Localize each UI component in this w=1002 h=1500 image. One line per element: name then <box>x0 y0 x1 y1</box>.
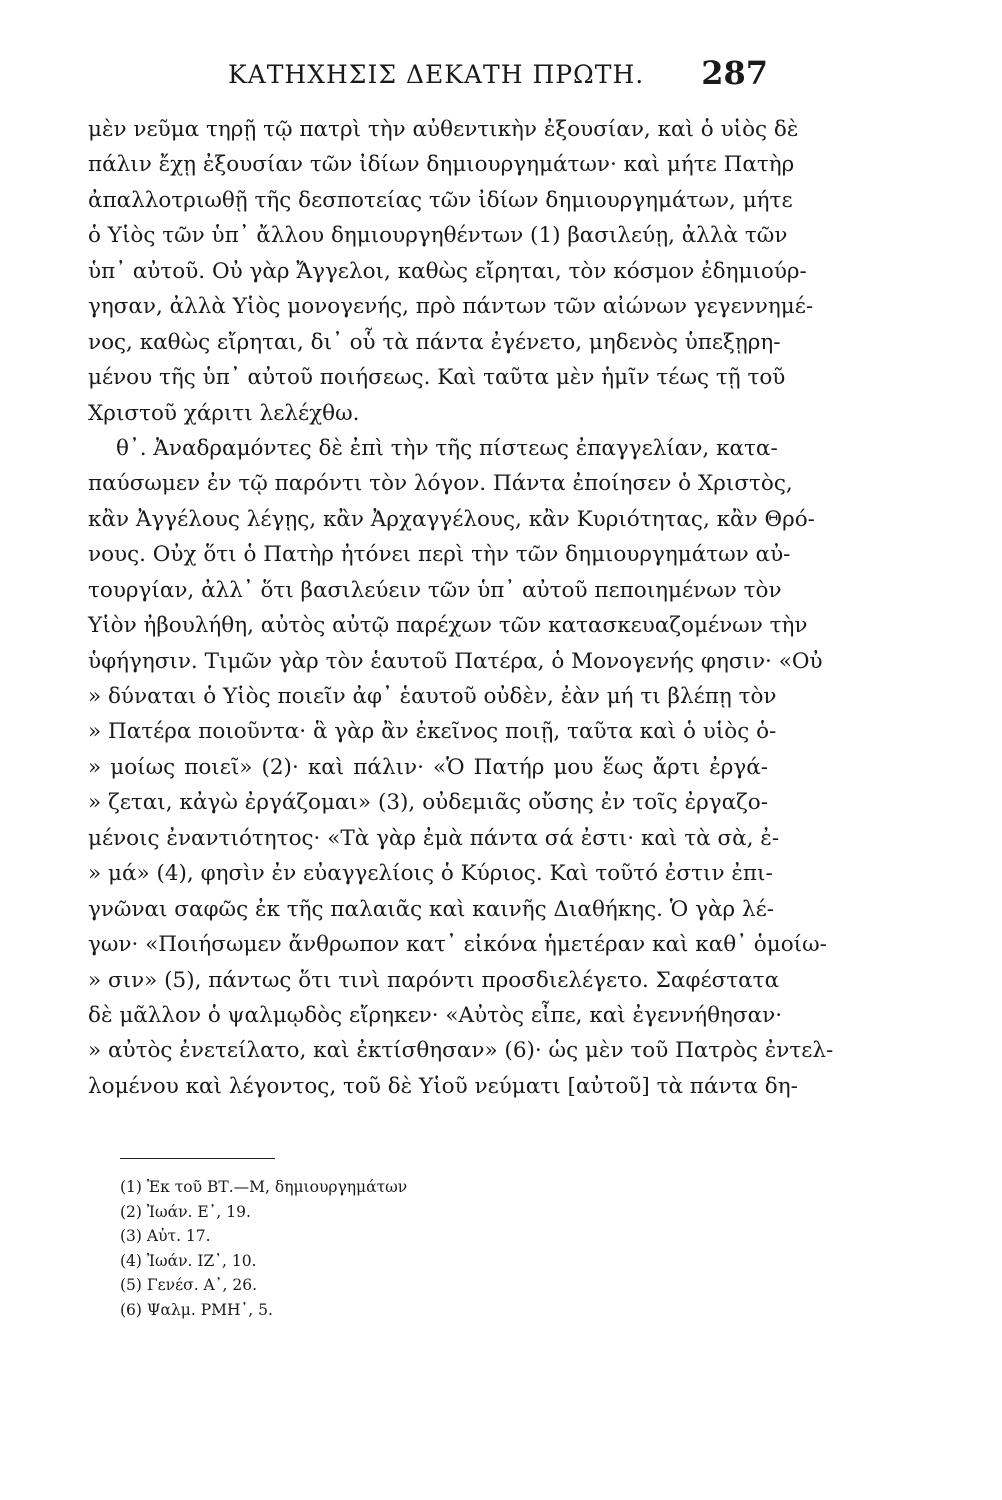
text-line: μένου τῆς ὑπ᾽ αὐτοῦ ποιήσεως. Καὶ ταῦτα μὲν ἡμῖν τέως τῇ τοῦ <box>88 365 786 391</box>
text-line: γων· «Ποιήσωμεν ἄνθρωπον κατ᾽ εἰκόνα ἡμετέραν καὶ καθ᾽ ὁμοίω- <box>88 932 827 958</box>
text-line: » αὐτὸς ἐνετείλατο, καὶ ἐκτίσθησαν» (6)· ὡς μὲν τοῦ Πατρὸς ἐντελ- <box>88 1038 834 1064</box>
text-line: » δύναται ὁ Υἱὸς ποιεῖν ἀφ᾽ ἑαυτοῦ οὐδὲν, ἐὰν μή τι βλέπῃ τὸν <box>88 684 777 709</box>
text-line: » Πατέρα ποιοῦντα· ἃ γὰρ ἂν ἐκεῖνος ποιῇ, ταῦτα καὶ ὁ υἱὸς ὁ- <box>88 719 777 745</box>
text-line: δὲ μᾶλλον ὁ ψαλμῳδὸς εἴρηκεν· «Αὐτὸς εἶπε, καὶ ἐγεννήθησαν· <box>88 1002 783 1028</box>
footnote-rule <box>120 1158 275 1159</box>
text-line: τουργίαν, ἀλλ᾽ ὅτι βασιλεύειν τῶν ὑπ᾽ αὐτοῦ πεποιημένων τὸν <box>88 577 782 603</box>
text-line: γησαν, ἀλλὰ Υἱὸς μονογενής, πρὸ πάντων τῶν αἰώνων γεγεννημέ- <box>88 294 814 320</box>
footnote: (6) Ψαλμ. ΡΜΗ᾽, 5. <box>120 1300 273 1319</box>
paragraph-start-line: θ᾽. Ἀναδραμόντες δὲ ἐπὶ τὴν τῆς πίστεως ἐπαγγελίαν, κατα- <box>116 435 778 461</box>
text-line: πάλιν ἔχῃ ἐξουσίαν τῶν ἰδίων δημιουργημάτων· καὶ μήτε Πατὴρ <box>88 152 795 178</box>
running-title: ΚΑΤΗΧΗΣΙΣ ΔΕΚΑΤΗ ΠΡΩΤΗ. <box>228 60 645 89</box>
footnotes <box>120 1175 620 1323</box>
text-line: παύσωμεν ἐν τῷ παρόντι τὸν λόγον. Πάντα ἐποίησεν ὁ Χριστὸς, <box>88 471 793 497</box>
text-line: μένοις ἐναντιότητος· «Τὰ γὰρ ἐμὰ πάντα σά ἐστι· καὶ τὰ σὰ, ἐ- <box>88 825 780 851</box>
text-line: νους. Οὐχ ὅτι ὁ Πατὴρ ἠτόνει περὶ τὴν τῶν δημιουργημάτων αὐ- <box>88 542 791 568</box>
text-line: » μά» (4), φησὶν ἐν εὐαγγελίοις ὁ Κύριος. Καὶ τοῦτό ἐστιν ἐπι- <box>88 861 773 887</box>
footnote: (3) Αὐτ. 17. <box>120 1227 211 1246</box>
page-number: 287 <box>701 54 768 92</box>
text-line: ὁ Υἱὸς τῶν ὑπ᾽ ἄλλου δημιουργηθέντων (1) βασιλεύῃ, ἀλλὰ τῶν <box>88 223 788 249</box>
text-line: ὑφήγησιν. Τιμῶν γὰρ τὸν ἑαυτοῦ Πατέρα, ὁ Μονογενής φησιν· «Οὐ <box>88 648 823 674</box>
text-line: » μοίως ποιεῖ» (2)· καὶ πάλιν· «Ὁ Πατήρ μου ἕως ἄρτι ἐργά- <box>88 754 768 780</box>
running-head <box>88 54 768 98</box>
footnote: (1) Ἐκ τοῦ ΒΤ.—Μ, δημιουργημάτων <box>120 1178 408 1196</box>
footnote: (2) Ἰωάν. Ε᾽, 19. <box>120 1202 251 1221</box>
text-line: λομένου καὶ λέγοντος, τοῦ δὲ Υἱοῦ νεύματι [αὐτοῦ] τὰ πάντα δη- <box>88 1073 798 1099</box>
text-line: » ζεται, κἀγὼ ἐργάζομαι» (3), οὐδεμιᾶς οὔσης ἐν τοῖς ἐργαζο- <box>88 790 768 816</box>
text-line: ἀπαλλοτριωθῇ τῆς δεσποτείας τῶν ἰδίων δημιουργημάτων, μήτε <box>88 187 793 213</box>
text-line: Χριστοῦ χάριτι λελέχθω. <box>88 400 360 426</box>
text-line: κἂν Ἀγγέλους λέγῃς, κἂν Ἀρχαγγέλους, κἂν Κυριότητας, κἂν Θρό- <box>88 506 815 532</box>
text-line: Υἱὸν ἠβουλήθη, αὐτὸς αὐτῷ παρέχων τῶν κατασκευαζομένων τὴν <box>88 613 808 639</box>
text-line: » σιν» (5), πάντως ὅτι τινὶ παρόντι προσδιελέγετο. Σαφέστατα <box>88 967 780 993</box>
text-line: γνῶναι σαφῶς ἐκ τῆς παλαιᾶς καὶ καινῆς Διαθήκης. Ὁ γὰρ λέ- <box>88 896 774 922</box>
text-line: ὑπ᾽ αὐτοῦ. Οὐ γὰρ Ἄγγελοι, καθὼς εἴρηται, τὸν κόσμον ἐδημιούρ- <box>88 258 807 284</box>
text-line: νος, καθὼς εἴρηται, δι᾽ οὗ τὰ πάντα ἐγένετο, μηδενὸς ὑπεξῃρη- <box>88 329 781 355</box>
text-line: μὲν νεῦμα τηρῇ τῷ πατρὶ τὴν αὐθεντικὴν ἐξουσίαν, καὶ ὁ υἱὸς δὲ <box>88 117 799 142</box>
footnote: (4) Ἰωάν. ΙΖ᾽, 10. <box>120 1251 257 1270</box>
body-text <box>88 112 834 1104</box>
footnote: (5) Γενέσ. Α᾽, 26. <box>120 1276 258 1295</box>
